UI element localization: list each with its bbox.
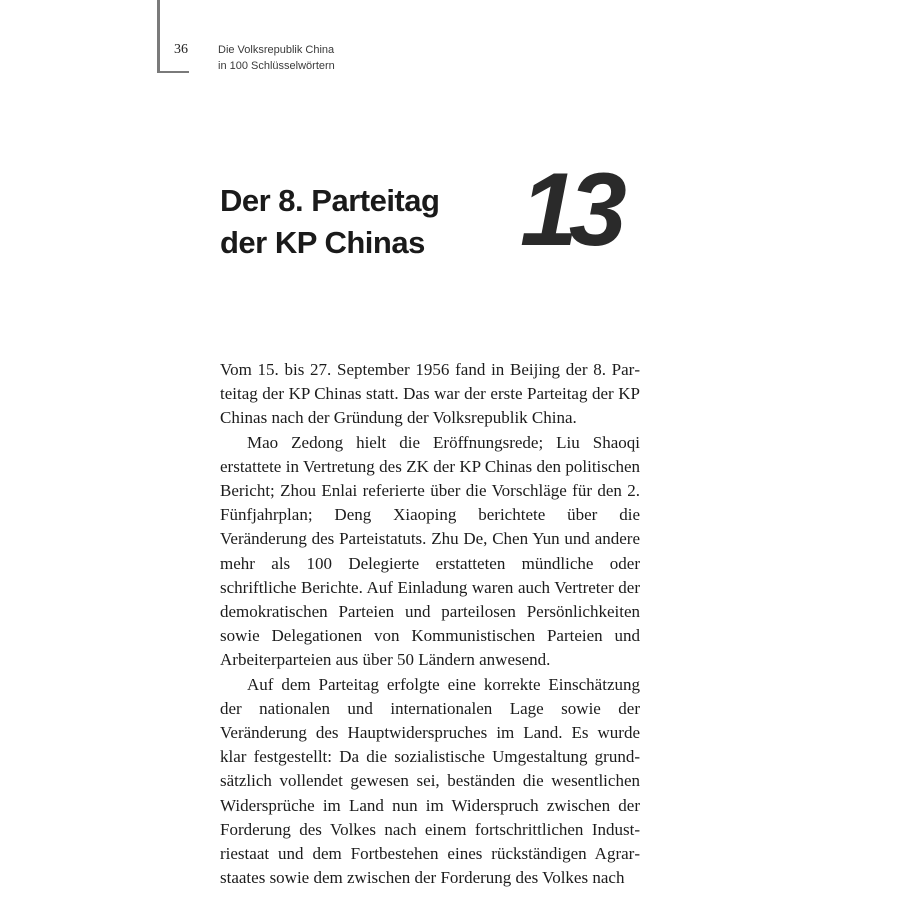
chapter-title-line-2: der KP Chinas: [220, 225, 425, 260]
chapter-title: [220, 180, 439, 264]
running-head: [218, 42, 335, 74]
paragraph-3: Auf dem Parteitag erfolgte eine korrekte Einschätzung der nationalen und internationalen Lage sowie der Veränderung des Hauptwiderspruches im Land. Es wurde klar festgestellt: Da die sozialistische Umgestaltung grundsätzlich vollendet gewesen sei, beständen die wesentlichen Widersprüche im Land nun im Widerspruch zwischen der Forderung des Volkes nach einem fortschrittlichen Industriestaat und dem Fortbestehen eines rückständigen Agrarstaates sowie dem zwischen der Forderung des Volkes nach: [220, 674, 640, 888]
body-text: [220, 358, 640, 890]
chapter-title-line-1: Der 8. Parteitag: [220, 183, 440, 218]
header-rule-horizontal: [157, 71, 189, 73]
paragraph-1: Vom 15. bis 27. September 1956 fand in Beijing der 8. Parteitag der KP Chinas statt. Das war der erste Parteitag der KP Chinas nach der Gründung der Volksrepublik China.: [220, 360, 640, 428]
running-head-line-2: in 100 Schlüsselwörtern: [218, 60, 335, 72]
page-number: 36: [174, 42, 188, 57]
chapter-number: 13: [520, 152, 618, 268]
header-rule-vertical: [157, 0, 160, 72]
running-head-line-1: Die Volksrepublik China: [218, 44, 335, 56]
paragraph-2: Mao Zedong hielt die Eröffnungsrede; Liu Shaoqi erstattete in Vertretung des ZK der KP Chinas den politischen Bericht; Zhou Enlai referierte über die Vorschläge für den 2. Fünfjahrplan; Deng Xiaoping berichtete über die Veränderung des Parteistatuts. Zhu De, Chen Yun und andere mehr als 100 Delegierte erstatteten mündliche oder schriftliche Berichte. Auf Einladung waren auch Vertreter der demokratischen Parteien und parteilosen Persönlichkeiten sowie Delegationen von Kommunistischen Parteien und Arbeiterparteien aus über 50 Ländern anwesend.: [220, 432, 640, 670]
